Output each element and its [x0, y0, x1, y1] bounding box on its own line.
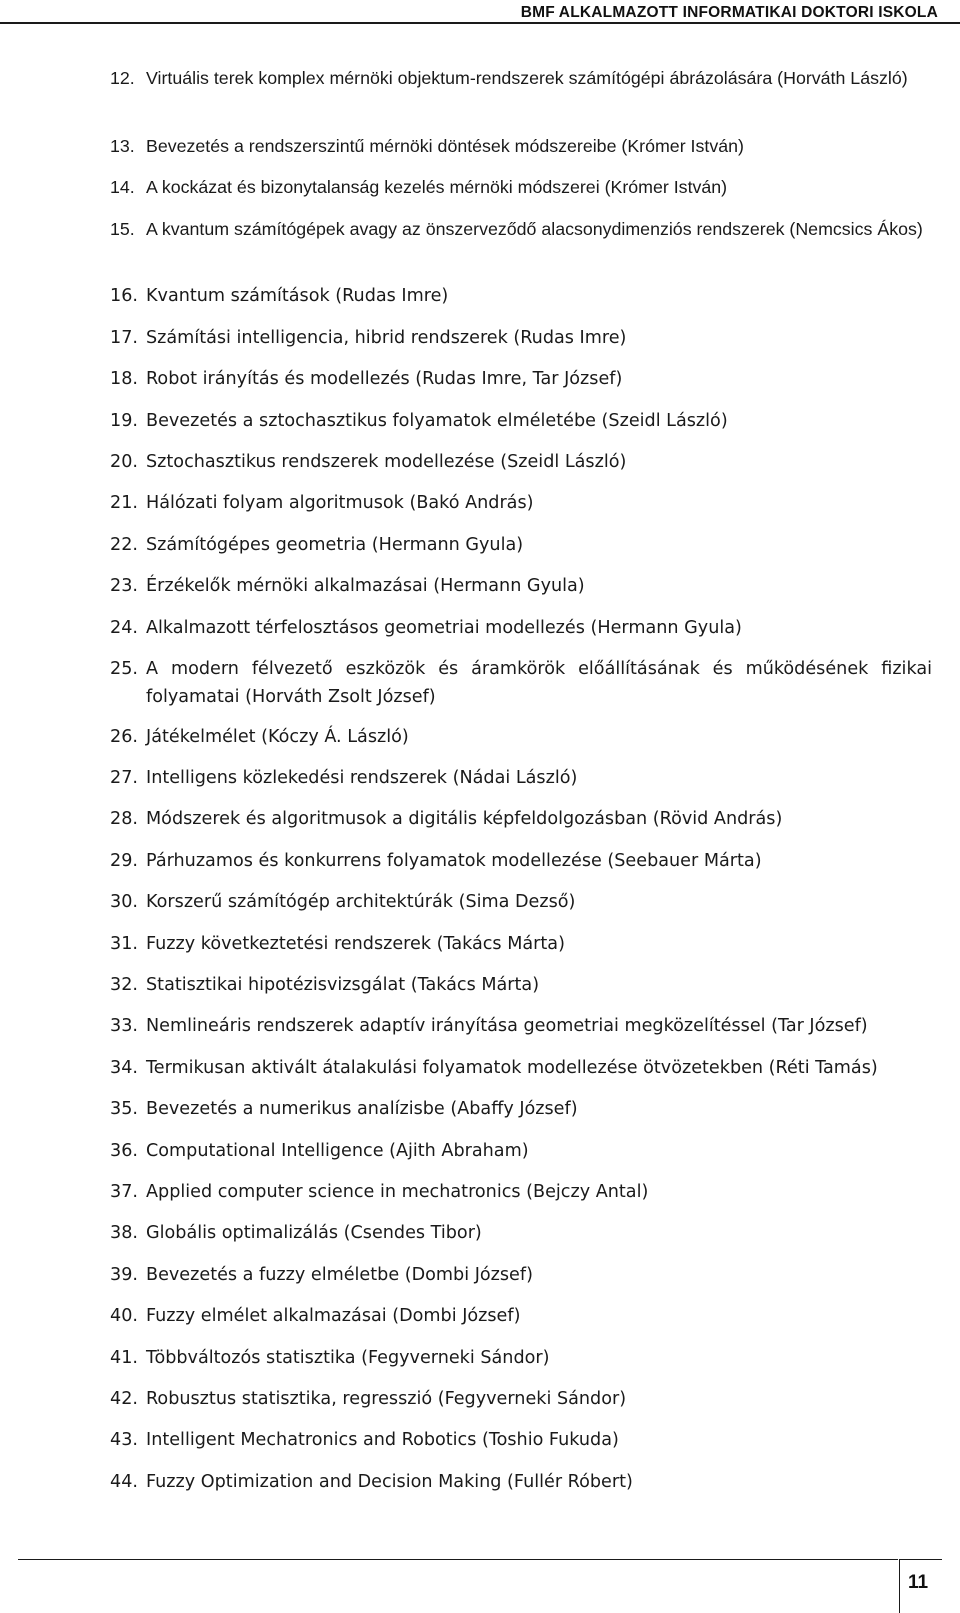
item-text: Kvantum számítások (Rudas Imre) [146, 286, 449, 307]
item-number: 24. [110, 617, 138, 638]
list-item [110, 489, 932, 517]
list-item [110, 324, 932, 352]
item-text: Intelligent Mechatronics and Robotics (Toshio Fukuda) [146, 1430, 619, 1451]
item-text: Számítási intelligencia, hibrid rendszerek (Rudas Imre) [146, 327, 627, 348]
item-number: 36. [110, 1140, 138, 1161]
item-number: 44. [110, 1471, 138, 1492]
list-item [110, 1137, 932, 1165]
item-text: Hálózati folyam algoritmusok (Bakó András) [146, 493, 534, 514]
item-text: Fuzzy elmélet alkalmazásai (Dombi József) [146, 1306, 521, 1327]
list-item [110, 614, 932, 642]
item-number: 18. [110, 369, 138, 390]
list-item [110, 805, 932, 833]
item-number: 14. [110, 177, 135, 198]
item-text: Többváltozós statisztika (Fegyverneki Sándor) [146, 1347, 550, 1368]
item-number: 19. [110, 410, 138, 431]
list-item [110, 215, 932, 271]
item-number: 21. [110, 493, 138, 514]
list-item [110, 1261, 932, 1289]
item-text: Korszerű számítógép architektúrák (Sima Dezső) [146, 892, 576, 913]
item-number: 39. [110, 1264, 138, 1285]
item-text: Statisztikai hipotézisvizsgálat (Takács Márta) [146, 975, 540, 996]
item-number: 20. [110, 451, 138, 472]
footer-rule [18, 1559, 898, 1560]
item-text: Virtuális terek komplex mérnöki objektum-rendszerek számítógépi ábrázolására (Horváth László) [146, 68, 908, 88]
item-text: Érzékelők mérnöki alkalmazásai (Hermann Gyula) [146, 576, 585, 597]
item-text: Fuzzy Optimization and Decision Making (Fullér Róbert) [146, 1471, 633, 1492]
list-item [110, 655, 932, 711]
item-text: Termikusan aktivált átalakulási folyamatok modellezése ötvözetekben (Réti Tamás) [146, 1057, 878, 1078]
list-item [110, 930, 932, 958]
item-text: Sztochasztikus rendszerek modellezése (Szeidl László) [146, 451, 627, 472]
list-item [110, 1219, 932, 1247]
item-number: 43. [110, 1430, 138, 1451]
item-text: Computational Intelligence (Ajith Abraham) [146, 1140, 529, 1161]
list-item [110, 1178, 932, 1206]
list-item [110, 888, 932, 916]
item-number: 40. [110, 1306, 138, 1327]
item-number: 33. [110, 1016, 138, 1037]
item-text: Intelligens közlekedési rendszerek (Nádai László) [146, 768, 578, 789]
list-item [110, 1012, 932, 1040]
item-number: 12. [110, 68, 135, 88]
item-number: 15. [110, 218, 135, 239]
page-number: 11 [908, 1572, 929, 1593]
item-number: 42. [110, 1388, 138, 1409]
list-item [110, 1426, 932, 1454]
list-item [110, 132, 932, 160]
item-number: 28. [110, 809, 138, 830]
item-number: 41. [110, 1347, 138, 1368]
item-number: 17. [110, 327, 138, 348]
item-number: 22. [110, 534, 138, 555]
item-text: Bevezetés a numerikus analízisbe (Abaffy József) [146, 1099, 578, 1120]
item-number: 16. [110, 286, 138, 307]
item-text: A kockázat és bizonytalanság kezelés mérnöki módszerei (Krómer István) [146, 177, 728, 198]
item-text: Módszerek és algoritmusok a digitális képfeldolgozásban (Rövid András) [146, 809, 783, 830]
item-number: 23. [110, 576, 138, 597]
list-item [110, 282, 932, 310]
item-text: Globális optimalizálás (Csendes Tibor) [146, 1223, 482, 1244]
item-number: 34. [110, 1057, 138, 1078]
list-item [110, 764, 932, 792]
item-number: 25. [110, 658, 138, 679]
item-text: Robusztus statisztika, regresszió (Fegyverneki Sándor) [146, 1388, 627, 1409]
item-number: 37. [110, 1181, 138, 1202]
course-list [110, 64, 932, 1509]
list-item [110, 971, 932, 999]
list-item [110, 531, 932, 559]
item-text: Párhuzamos és konkurrens folyamatok modellezése (Seebauer Márta) [146, 850, 762, 871]
item-number: 38. [110, 1223, 138, 1244]
list-item [110, 1302, 932, 1330]
list-item [110, 1095, 932, 1123]
item-number: 13. [110, 135, 135, 156]
list-item [110, 173, 932, 201]
list-item [110, 1385, 932, 1413]
item-text: A kvantum számítógépek avagy az önszerveződő alacsonydimenziós rendszerek (Nemcsics Ákos) [146, 218, 923, 239]
list-item [110, 723, 932, 751]
item-number: 31. [110, 933, 138, 954]
item-number: 29. [110, 850, 138, 871]
item-number: 30. [110, 892, 138, 913]
item-number: 35. [110, 1099, 138, 1120]
item-number: 27. [110, 768, 138, 789]
item-number: 32. [110, 975, 138, 996]
item-text: Bevezetés a rendszerszintű mérnöki döntések módszereibe (Krómer István) [146, 135, 744, 156]
item-text: Játékelmélet (Kóczy Á. László) [146, 726, 409, 747]
list-item [110, 572, 932, 600]
running-header [0, 2, 938, 24]
list-item [110, 448, 932, 476]
list-item [110, 407, 932, 435]
list-item [110, 64, 932, 120]
item-text: Fuzzy következtetési rendszerek (Takács Márta) [146, 933, 565, 954]
item-text: Robot irányítás és modellezés (Rudas Imre, Tar József) [146, 369, 623, 390]
list-item [110, 365, 932, 393]
item-text: Számítógépes geometria (Hermann Gyula) [146, 534, 524, 555]
list-item [110, 847, 932, 875]
header-title: BMF ALKALMAZOTT INFORMATIKAI DOKTORI ISKOLA [520, 4, 938, 21]
list-item [110, 1344, 932, 1372]
item-text: Applied computer science in mechatronics (Bejczy Antal) [146, 1181, 649, 1202]
item-text: Nemlineáris rendszerek adaptív irányítása geometriai megközelítéssel (Tar József) [146, 1016, 868, 1037]
item-text: Bevezetés a fuzzy elméletbe (Dombi József) [146, 1264, 533, 1285]
list-item [110, 1054, 932, 1082]
item-number: 26. [110, 726, 138, 747]
item-text: Bevezetés a sztochasztikus folyamatok elméletébe (Szeidl László) [146, 410, 728, 431]
item-text: A modern félvezető eszközök és áramkörök előállításának és működésének fizikai folyamatai (Horváth Zsolt József) [146, 658, 932, 707]
header-rule [0, 22, 960, 24]
item-text: Alkalmazott térfelosztásos geometriai modellezés (Hermann Gyula) [146, 617, 742, 638]
list-item [110, 1468, 932, 1496]
